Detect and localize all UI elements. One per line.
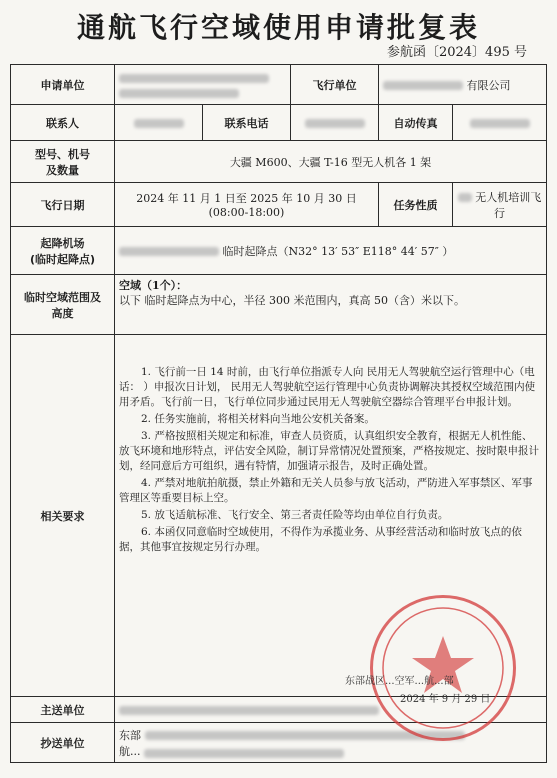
cc-line-2-prefix: 航... <box>119 744 141 758</box>
requirement-item: 6. 本函仅同意临时空域使用，不得作为承揽业务、从事经营活动和临时放飞点的依据，其他事宜按规定另行办理。 <box>119 526 522 553</box>
row-airport <box>11 227 547 275</box>
form-title: 通航飞行空域使用申请批复表 <box>76 11 480 44</box>
airspace-heading: 空域（1个）： <box>119 279 188 292</box>
value-applicant <box>115 65 291 105</box>
airport-text: 临时起降点（N32° 13′ 53″ E118° 44′ 57″ ） <box>222 244 454 258</box>
airspace-description: 以下 临时起降点为中心，半径 300 米范围内，真高 50（含）米以下。 <box>119 294 465 307</box>
mission-text: 无人机培训飞行 <box>475 190 542 220</box>
requirement-item: 5. 放飞适航标准、飞行安全、第三者责任险等均由单位自行负责。 <box>141 509 449 521</box>
row-airspace <box>11 275 547 335</box>
requirement-item: 1. 飞行前一日 14 时前，由飞行单位指派专人向 民用无人驾驶航空运行管理中心（电话： ）申报次日计划， 民用无人驾驶航空运行管理中心负责协调解决其授权空域范围内使用矛盾。飞行前一日，飞行单位同步通过民用无人驾驶航空器综合管理平台申报计划。 <box>119 366 536 408</box>
value-flight-unit <box>379 65 547 105</box>
redacted-text <box>144 749 344 758</box>
requirement-item: 2. 任务实施前，将相关材料向当地公安机关备案。 <box>141 413 375 425</box>
value-aircraft: 大疆 M600、大疆 T-16 型无人机各 1 架 <box>115 141 547 183</box>
label-mission: 任务性质 <box>379 183 453 227</box>
redacted-text <box>119 247 219 256</box>
value-fax <box>453 105 547 141</box>
redacted-text <box>305 119 365 128</box>
label-main-unit: 主送单位 <box>11 697 115 723</box>
value-phone <box>291 105 379 141</box>
row-applicant <box>11 65 547 105</box>
redacted-text <box>470 119 530 128</box>
value-airspace <box>115 275 547 335</box>
label-dates: 飞行日期 <box>11 183 115 227</box>
signature-date: 2024 年 9 月 29 日 <box>400 694 491 705</box>
label-phone: 联系电话 <box>203 105 291 141</box>
value-airport <box>115 227 547 275</box>
value-dates: 2024 年 11 月 1 日至 2025 年 10 月 30 日 (08:00-18:00) <box>115 183 379 227</box>
redacted-text <box>119 89 239 98</box>
label-cc: 抄送单位 <box>11 723 115 763</box>
value-mission <box>453 183 547 227</box>
label-flight-unit: 飞行单位 <box>291 65 379 105</box>
label-fax: 自动传真 <box>379 105 453 141</box>
requirement-item: 3. 严格按照相关规定和标准，审查人员资质，认真组织安全教育，根据无人机性能、放飞环境和地形特点，评估安全风险，制订异常情况处置预案，严格按规定、按时限申报计划，经同意后方可组织，遇有特情，加强请示报告，及时正确处置。 <box>119 430 539 472</box>
redacted-text <box>134 119 184 128</box>
signature-organization: 东部战区...空军...航...部 <box>345 676 454 687</box>
seal-star-icon <box>373 598 513 738</box>
row-dates <box>11 183 547 227</box>
redacted-text <box>119 74 269 83</box>
value-contact <box>115 105 203 141</box>
cc-line-1-prefix: 东部 <box>119 728 141 742</box>
redacted-text <box>119 706 379 715</box>
label-airport: 起降机场 (临时起降点) <box>11 227 115 275</box>
label-airspace: 临时空域范围及 高度 <box>11 275 115 335</box>
label-requirements: 相关要求 <box>11 335 115 697</box>
row-contact <box>11 105 547 141</box>
label-aircraft: 型号、机号 及数量 <box>11 141 115 183</box>
official-seal <box>370 595 516 741</box>
label-applicant: 申请单位 <box>11 65 115 105</box>
requirement-item: 4. 严禁对地航拍航摄，禁止外籍和无关人员参与放飞活动，严防进入军事禁区、军事管理区等重要目标上空。 <box>119 477 533 504</box>
row-aircraft <box>11 141 547 183</box>
document-number: 参航函〔2024〕495 号 <box>386 45 527 60</box>
redacted-text <box>458 193 472 202</box>
flight-unit-suffix: 有限公司 <box>466 78 511 92</box>
redacted-text <box>383 81 463 90</box>
label-contact: 联系人 <box>11 105 115 141</box>
